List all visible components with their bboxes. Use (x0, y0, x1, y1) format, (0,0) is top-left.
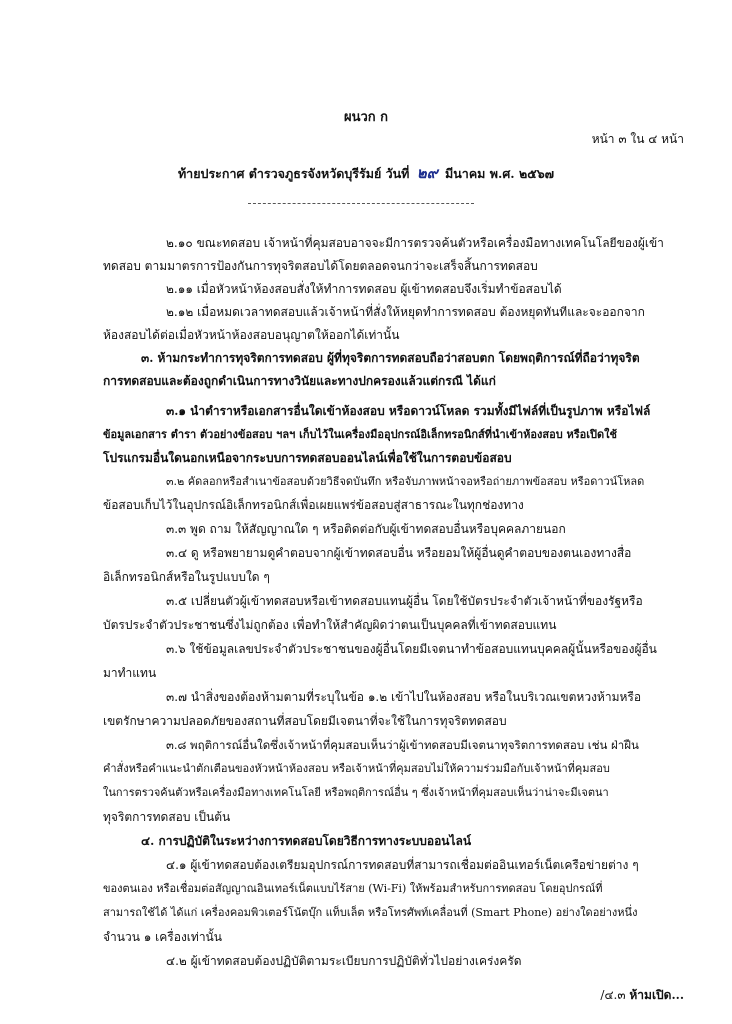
line-4-1-cont3: จำนวน ๑ เครื่องเท่านั้น (103, 930, 222, 944)
line-4-2: ๔.๒ ผู้เข้าทดสอบต้องปฏิบัติตามระเบียบการปฏิบัติทั่วไปอย่างเคร่งครัด (166, 954, 522, 968)
line-3-8: ๓.๘ พฤติการณ์อื่นใดซึ่งเจ้าหน้าที่คุมสอบเห็นว่าผู้เข้าทดสอบมีเจตนาทุจริตการทดสอบ เช่น ฝ่าฝืน (166, 738, 639, 752)
heading-3: ๓. ห้ามกระทำการทุจริตการทดสอบ ผู้ที่ทุจริตการทดสอบถือว่าสอบตก โดยพฤติการณ์ที่ถือว่าทุจริต (141, 351, 640, 365)
line-3-1: ๓.๑ นำตำราหรือเอกสารอื่นใดเข้าห้องสอบ หรือดาวน์โหลด รวมทั้งมีไฟล์ที่เป็นรูปภาพ หรือไฟล์ (166, 404, 651, 418)
line-2-12-cont: ห้องสอบได้ต่อเมื่อหัวหน้าห้องสอบอนุญาตให้ออกได้เท่านั้น (103, 328, 400, 342)
continuation-bold: ห้ามเปิด... (629, 988, 684, 1002)
continuation-note (600, 987, 684, 1003)
line-2-10: ๒.๑๐ ขณะทดสอบ เจ้าหน้าที่คุมสอบอาจจะมีการตรวจค้นตัวหรือเครื่องมือทางเทคโนโลยีของผู้เข้า (166, 236, 664, 250)
line-4-1-cont2: สามารถใช้ได้ ได้แก่ เครื่องคอมพิวเตอร์โน้ตบุ๊ก แท็บเล็ต หรือโทรศัพท์เคลื่อนที่ (Smart Phone) อย่างใดอย่างหนึ่ง (103, 906, 638, 919)
line-3-7-cont: เขตรักษาความปลอดภัยของสถานที่สอบโดยมีเจตนาที่จะใช้ในการทุจริตทดสอบ (103, 714, 507, 728)
line-3-1-cont2: โปรแกรมอื่นใดนอกเหนือจากระบบการทดสอบออนไลน์เพื่อใช้ในการตอบข้อสอบ (103, 451, 512, 465)
line-2-12: ๒.๑๒ เมื่อหมดเวลาทดสอบแล้วเจ้าหน้าที่สั่งให้หยุดทำการทดสอบ ต้องหยุดทันทีและจะออกจาก (166, 305, 645, 319)
continuation-prefix: /๔.๓ (600, 988, 626, 1002)
line-3-5-cont: บัตรประจำตัวประชาชนซึ่งไม่ถูกต้อง เพื่อทำให้สำคัญผิดว่าตนเป็นบุคคลที่เข้าทดสอบแทน (103, 618, 557, 632)
line-3-4: ๓.๔ ดู หรือพยายามดูคำตอบจากผู้เข้าทดสอบอื่น หรือยอมให้ผู้อื่นดูคำตอบของตนเองทางสื่อ (166, 546, 632, 560)
separator-rule (248, 203, 474, 204)
line-3-3: ๓.๓ พูด ถาม ให้สัญญาณใด ๆ หรือติดต่อกับผู้เข้าทดสอบอื่นหรือบุคคลภายนอก (166, 522, 566, 536)
line-3-2-cont: ข้อสอบเก็บไว้ในอุปกรณ์อิเล็กทรอนิกส์เพื่อเผยแพร่ข้อสอบสู่สาธารณะในทุกช่องทาง (103, 498, 524, 512)
line-2-10-cont: ทดสอบ ตามมาตรการป้องกันการทุจริตสอบได้โดยตลอดจนกว่าจะเสร็จสิ้นการทดสอบ (103, 259, 538, 273)
line-3-2: ๓.๒ คัดลอกหรือสำเนาข้อสอบด้วยวิธีจดบันทึก หรือจับภาพหน้าจอหรือถ่ายภาพข้อสอบ หรือดาวน์โหลด (166, 475, 645, 488)
announcement-prefix: ท้ายประกาศ ตำรวจภูธรจังหวัดบุรีรัมย์ วันที่ (177, 166, 410, 181)
line-2-11: ๒.๑๑ เมื่อหัวหน้าห้องสอบสั่งให้ทำการทดสอบ ผู้เข้าทดสอบจึงเริ่มทำข้อสอบได้ (166, 282, 562, 296)
heading-3-cont: การทดสอบและต้องถูกดำเนินการทางวินัยและทางปกครองแล้วแต่กรณี ได้แก่ (103, 374, 496, 388)
line-3-8-cont3: ทุจริตการทดสอบ เป็นต้น (103, 810, 231, 824)
line-3-5: ๓.๕ เปลี่ยนตัวผู้เข้าทดสอบหรือเข้าทดสอบแทนผู้อื่น โดยใช้บัตรประจำตัวเจ้าหน้าที่ของรัฐหรือ (166, 594, 643, 608)
line-3-4-cont: อิเล็กทรอนิกส์หรือในรูปแบบใด ๆ (103, 570, 270, 584)
line-3-7: ๓.๗ นำสิ่งของต้องห้ามตามที่ระบุในข้อ ๑.๒ เข้าไปในห้องสอบ หรือในบริเวณเขตหวงห้ามหรือ (166, 690, 642, 704)
line-3-6: ๓.๖ ใช้ข้อมูลเลขประจำตัวประชาชนของผู้อื่นโดยมีเจตนาทำข้อสอบแทนบุคคลผู้นั้นหรือของผู้อื่น (166, 642, 657, 656)
line-3-8-cont2: ในการตรวจค้นตัวหรือเครื่องมือทางเทคโนโลยี หรือพฤติการณ์อื่น ๆ ซึ่งเจ้าหน้าที่คุมสอบเห็นว่าน่าจะมีเจตนา (103, 786, 609, 799)
line-4-1-cont: ของตนเอง หรือเชื่อมต่อสัญญาณอินเทอร์เน็ตแบบไร้สาย (Wi-Fi) ให้พร้อมสำหรับการทดสอบ โดยอุปกรณ์ที่ (103, 882, 603, 895)
announcement-suffix: มีนาคม พ.ศ. ๒๕๖๗ (445, 166, 555, 181)
announcement-line (0, 165, 732, 182)
heading-4: ๔. การปฏิบัติในระหว่างการทดสอบโดยวิธีการทางระบบออนไลน์ (141, 834, 472, 848)
annex-title: ผนวก ก (343, 110, 389, 125)
page-number: หน้า ๓ ใน ๔ หน้า (591, 132, 684, 146)
line-4-1: ๔.๑ ผู้เข้าทดสอบต้องเตรียมอุปกรณ์การทดสอบที่สามารถเชื่อมต่ออินเทอร์เน็ตเครือข่ายต่าง ๆ (166, 858, 639, 872)
line-3-6-cont: มาทำแทน (103, 666, 157, 680)
handwritten-day: ๒๙ (416, 164, 438, 182)
line-3-8-cont: คำสั่งหรือคำแนะนำตักเตือนของหัวหน้าห้องสอบ หรือเจ้าหน้าที่คุมสอบไม่ให้ความร่วมมือกับเจ้าหน้าที่คุมสอบ (103, 762, 610, 775)
line-3-1-cont: ข้อมูลเอกสาร ตำรา ตัวอย่างข้อสอบ ฯลฯ เก็บไว้ในเครื่องมืออุปกรณ์อิเล็กทรอนิกส์ที่นำเข้าห้องสอบ หรือเปิดใช้ (103, 428, 618, 441)
